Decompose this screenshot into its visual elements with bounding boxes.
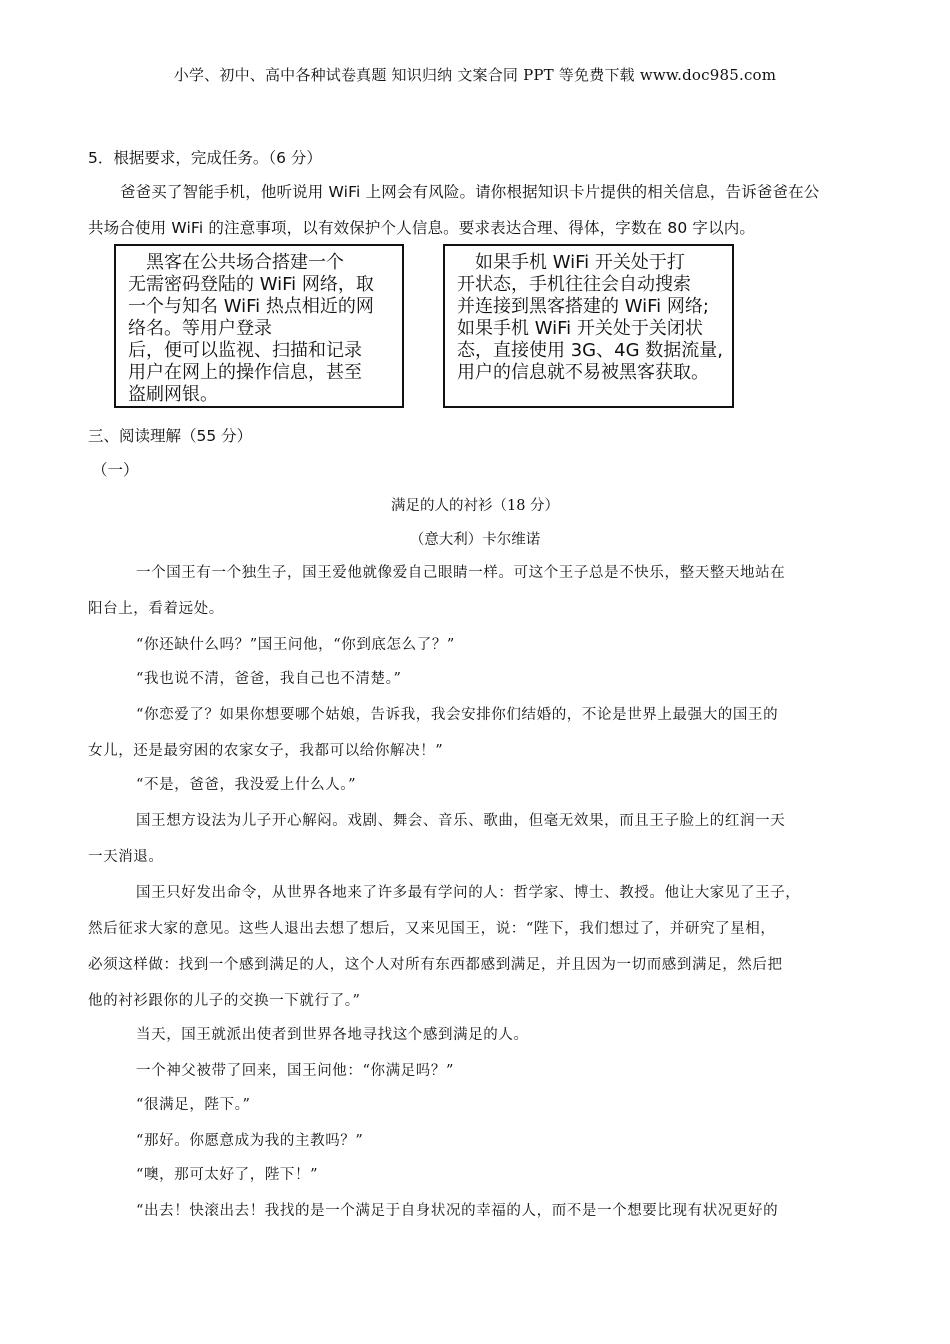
card-right-line: 并连接到黑客搭建的 WiFi 网络;	[457, 296, 709, 317]
card-right-line: 态，直接使用 3G、4G 数据流量,	[457, 340, 723, 361]
story-line: 一天消退。	[88, 849, 164, 865]
card-left-line: 无需密码登陆的 WiFi 网络，取	[128, 274, 374, 295]
card-left-line: 后，便可以监视、扫描和记录	[128, 340, 362, 361]
card-right-line: 如果手机 WiFi 开关处于打	[457, 252, 685, 273]
story-line: 当天，国王就派出使者到世界各地寻找这个感到满足的人。	[136, 1027, 529, 1043]
story-line: 女儿，还是最穷困的农家女子，我都可以给你解决！”	[88, 743, 444, 759]
story-title: 满足的人的衬衫（18 分）	[390, 498, 560, 514]
question-5-line-2: 共场合使用 WiFi 的注意事项，以有效保护个人信息。要求表达合理、得体，字数在 80 字以内。	[88, 219, 756, 237]
story-line: 一个国王有一个独生子，国王爱他就像爱自己眼睛一样。可这个王子总是不快乐，整天整天地站在	[136, 565, 786, 581]
page-header: 小学、初中、高中各种试卷真题 知识归纳 文案合同 PPT 等免费下载 www.doc985.com	[173, 66, 777, 84]
section-3-heading: 三、阅读理解（55 分）	[88, 427, 253, 445]
story-line: 然后征求大家的意见。这些人退出去想了想后，又来见国王，说：“陛下，我们想过了，并研究了星相，	[88, 921, 776, 937]
card-left-line: 盗刷网银。	[128, 384, 218, 405]
card-left-line: 黑客在公共场合搭建一个	[128, 252, 344, 273]
story-line: “不是，爸爸，我没爱上什么人。”	[136, 777, 357, 793]
story-line: “你恋爱了？如果你想要哪个姑娘，告诉我，我会安排你们结婚的，不论是世界上最强大的国王的	[136, 707, 779, 723]
story-line: 国王只好发出命令，从世界各地来了许多最有学问的人：哲学家、博士、教授。他让大家见了王子，	[136, 885, 801, 901]
card-left-line: 一个与知名 WiFi 热点相近的网	[128, 296, 374, 317]
story-line: 必须这样做：找到一个感到满足的人，这个人对所有东西都感到满足，并且因为一切而感到满足，然后把	[88, 957, 783, 973]
story-line: 一个神父被带了回来，国王问他：“你满足吗？”	[136, 1063, 455, 1079]
story-line: “出去！快滚出去！我找的是一个满足于自身状况的幸福的人，而不是一个想要比现有状况更好的	[136, 1203, 779, 1219]
knowledge-card-left	[114, 244, 404, 408]
question-5-title: 5．根据要求，完成任务。（6 分）	[88, 149, 322, 167]
story-line: 他的衬衫跟你的儿子的交换一下就行了。”	[88, 993, 361, 1009]
card-left-line: 络名。等用户登录	[128, 318, 272, 339]
card-right-line: 用户的信息就不易被黑客获取。	[457, 362, 709, 383]
story-author: （意大利）卡尔维诺	[409, 532, 541, 548]
part-1-heading: （一）	[92, 461, 139, 479]
card-right-line: 如果手机 WiFi 开关处于关闭状	[457, 318, 703, 339]
card-right-line: 开状态，手机往往会自动搜索	[457, 274, 691, 295]
question-5-line-1: 爸爸买了智能手机，他听说用 WiFi 上网会有风险。请你根据知识卡片提供的相关信息，告诉爸爸在公	[120, 183, 820, 201]
story-line: “噢，那可太好了，陛下！”	[136, 1167, 319, 1183]
story-line: “你还缺什么吗？”国王问他，“你到底怎么了？”	[136, 637, 455, 653]
story-line: 阳台上，看着远处。	[88, 601, 224, 617]
story-line: 国王想方设法为儿子开心解闷。戏剧、舞会、音乐、歌曲，但毫无效果，而且王子脸上的红润一天	[136, 813, 786, 829]
card-left-line: 用户在网上的操作信息，甚至	[128, 362, 362, 383]
story-line: “那好。你愿意成为我的主教吗？”	[136, 1133, 364, 1149]
story-line: “很满足，陛下。”	[136, 1097, 251, 1113]
story-line: “我也说不清，爸爸，我自己也不清楚。”	[136, 671, 402, 687]
knowledge-card-right	[443, 244, 734, 408]
